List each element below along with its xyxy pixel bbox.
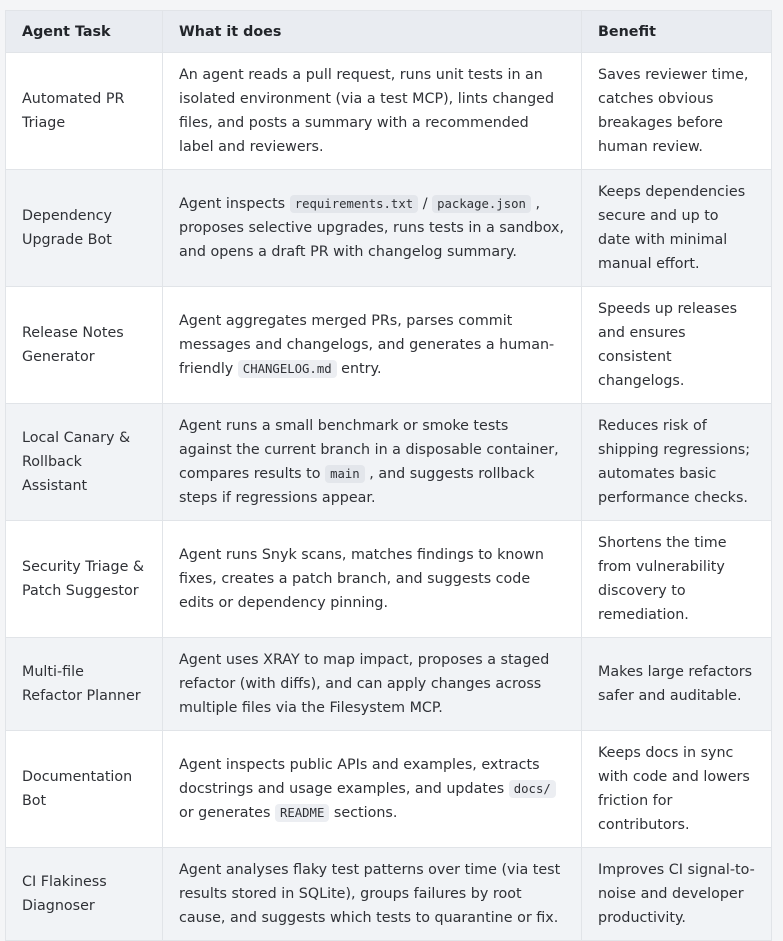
cell-benefit: Speeds up releases and ensures consistent changelogs. <box>582 287 772 404</box>
cell-agent-task: CI Flakiness Diagnoser <box>6 848 163 941</box>
description-text: / <box>418 196 433 212</box>
inline-code: main <box>325 465 365 483</box>
description-text: Agent uses XRAY to map impact, proposes a staged refactor (with diffs), and can apply changes across multiple files via the Filesystem MCP. <box>179 652 550 716</box>
description-text: Agent runs a small benchmark or smoke tests against the current branch in a disposable container, compares results to <box>179 418 559 482</box>
description-text: Agent inspects <box>179 196 290 212</box>
header-what-it-does: What it does <box>163 11 582 53</box>
cell-benefit: Shortens the time from vulnerability discovery to remediation. <box>582 521 772 638</box>
description-text: Agent runs Snyk scans, matches findings to known fixes, creates a patch branch, and suggests code edits or dependency pinning. <box>179 547 544 611</box>
table-row <box>6 521 772 638</box>
table-row <box>6 53 772 170</box>
cell-agent-task: Local Canary & Rollback Assistant <box>6 404 163 521</box>
cell-what-it-does <box>163 638 582 731</box>
cell-what-it-does <box>163 521 582 638</box>
cell-what-it-does <box>163 731 582 848</box>
cell-benefit: Makes large refactors safer and auditable. <box>582 638 772 731</box>
description-text: Agent aggregates merged PRs, parses commit messages and changelogs, and generates a human-friendly <box>179 313 555 377</box>
agent-task-table-container <box>5 10 771 941</box>
description-text: An agent reads a pull request, runs unit tests in an isolated environment (via a test MCP), lints changed files, and posts a summary with a recommended label and reviewers. <box>179 67 555 155</box>
cell-agent-task: Multi-file Refactor Planner <box>6 638 163 731</box>
description-text: Agent analyses flaky test patterns over time (via test results stored in SQLite), groups failures by root cause, and suggests which tests to quarantine or fix. <box>179 862 561 926</box>
description-text: , proposes selective upgrades, runs tests in a sandbox, and opens a draft PR with changelog summary. <box>179 196 565 260</box>
description-text: or generates <box>179 805 275 821</box>
table-row <box>6 731 772 848</box>
cell-agent-task: Documentation Bot <box>6 731 163 848</box>
header-agent-task: Agent Task <box>6 11 163 53</box>
table-row <box>6 287 772 404</box>
description-text: Agent inspects public APIs and examples, extracts docstrings and usage examples, and updates <box>179 757 540 797</box>
inline-code: README <box>275 804 329 822</box>
cell-what-it-does <box>163 848 582 941</box>
cell-benefit: Keeps dependencies secure and up to date with minimal manual effort. <box>582 170 772 287</box>
table-body <box>6 53 772 941</box>
inline-code: requirements.txt <box>290 195 418 213</box>
cell-what-it-does <box>163 170 582 287</box>
cell-benefit: Keeps docs in sync with code and lowers friction for contributors. <box>582 731 772 848</box>
inline-code: package.json <box>432 195 531 213</box>
description-text: entry. <box>336 361 382 377</box>
table-row <box>6 170 772 287</box>
table-header-row <box>6 11 772 53</box>
table-row <box>6 638 772 731</box>
cell-benefit: Reduces risk of shipping regressions; automates basic performance checks. <box>582 404 772 521</box>
cell-what-it-does <box>163 404 582 521</box>
agent-task-table <box>5 10 772 941</box>
inline-code: CHANGELOG.md <box>238 360 337 378</box>
cell-benefit: Saves reviewer time, catches obvious breakages before human review. <box>582 53 772 170</box>
cell-agent-task: Security Triage & Patch Suggestor <box>6 521 163 638</box>
table-row <box>6 848 772 941</box>
cell-agent-task: Release Notes Generator <box>6 287 163 404</box>
cell-what-it-does <box>163 287 582 404</box>
header-benefit: Benefit <box>582 11 772 53</box>
cell-what-it-does <box>163 53 582 170</box>
cell-agent-task: Dependency Upgrade Bot <box>6 170 163 287</box>
cell-agent-task: Automated PR Triage <box>6 53 163 170</box>
description-text: sections. <box>329 805 398 821</box>
table-row <box>6 404 772 521</box>
inline-code: docs/ <box>509 780 556 798</box>
description-text: , and suggests rollback steps if regressions appear. <box>179 466 535 506</box>
cell-benefit: Improves CI signal-to-noise and developer productivity. <box>582 848 772 941</box>
